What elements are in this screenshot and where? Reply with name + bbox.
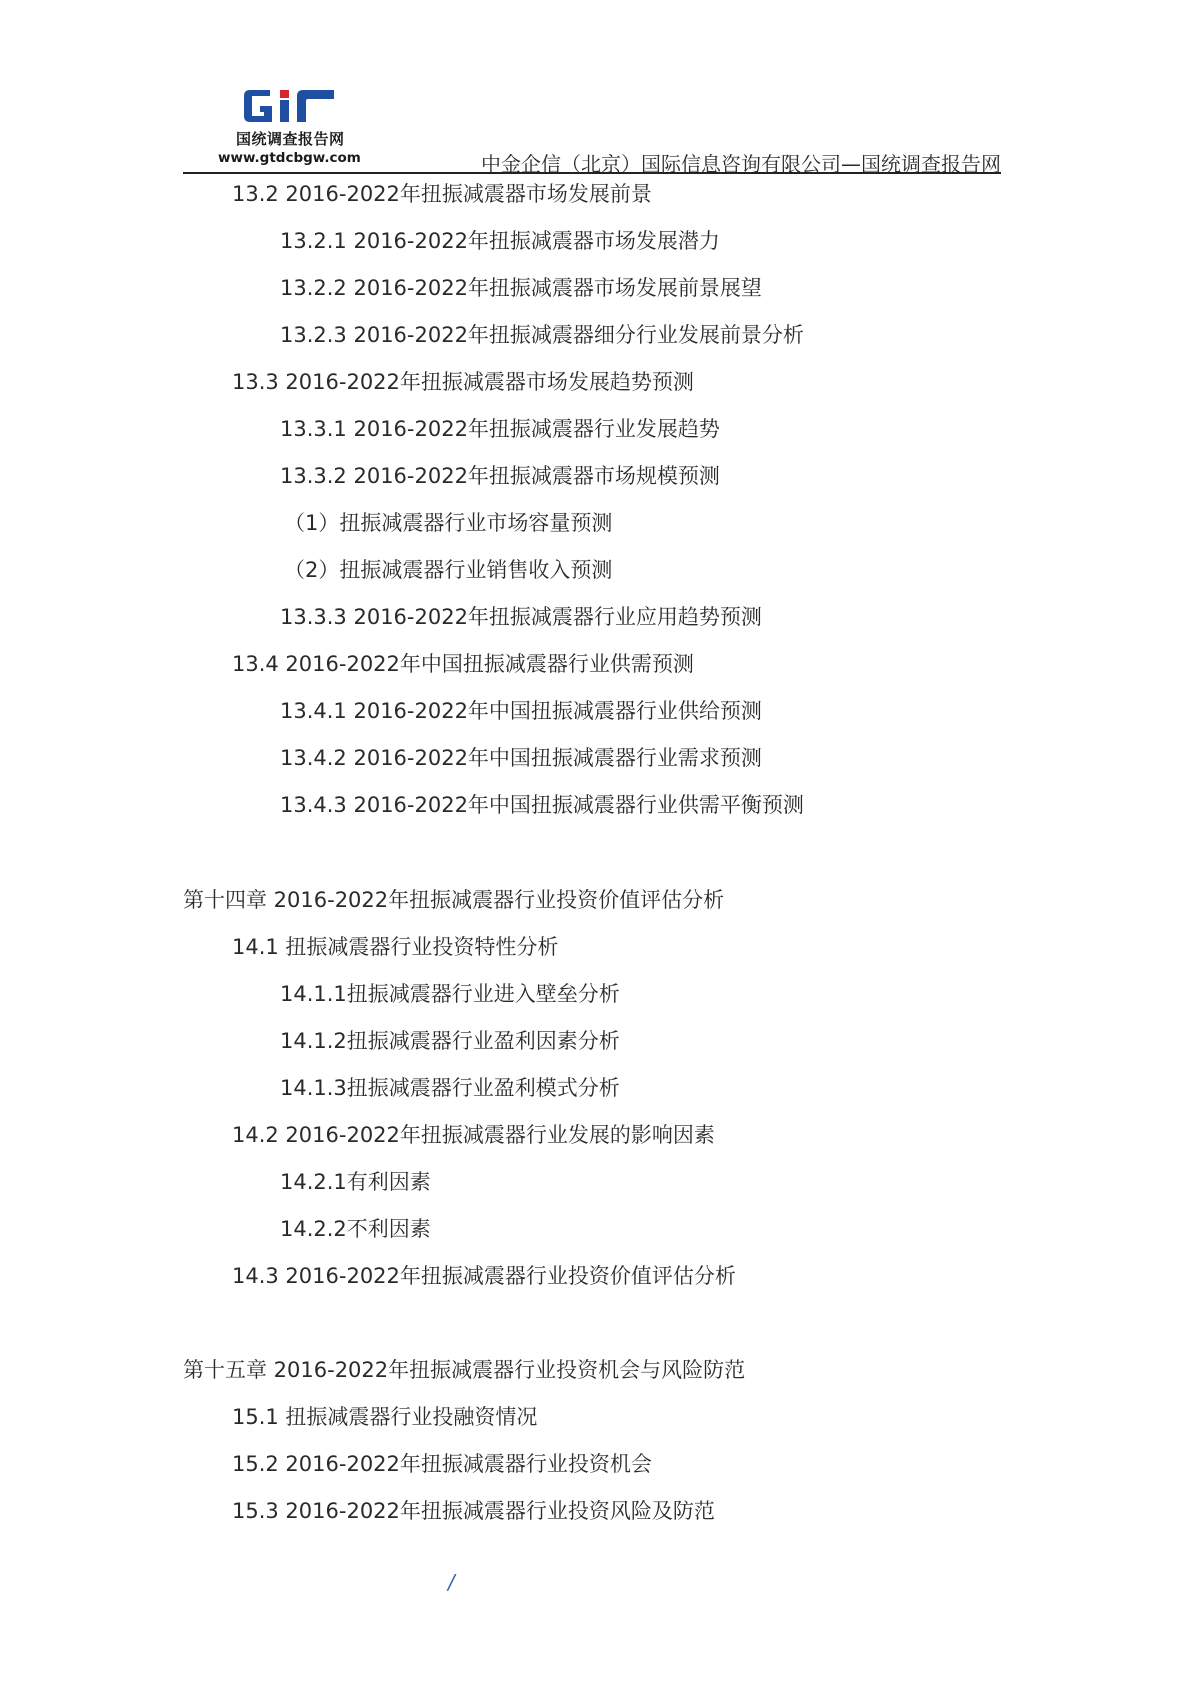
toc-entry: 13.3.3 2016-2022年扭振减震器行业应用趋势预测	[280, 605, 762, 629]
page-header	[0, 0, 1191, 175]
toc-entry: 15.3 2016-2022年扭振减震器行业投资风险及防范	[232, 1499, 715, 1523]
toc-entry: 14.1.2扭振减震器行业盈利因素分析	[280, 1029, 620, 1053]
logo-chinese-name: 国统调查报告网	[236, 130, 345, 148]
toc-entry: 14.2 2016-2022年扭振减震器行业发展的影响因素	[232, 1123, 715, 1147]
toc-entry: 14.3 2016-2022年扭振减震器行业投资价值评估分析	[232, 1264, 736, 1288]
toc-entry: 13.3.1 2016-2022年扭振减震器行业发展趋势	[280, 417, 720, 441]
toc-chapter-heading: 第十四章 2016-2022年扭振减震器行业投资价值评估分析	[183, 888, 725, 912]
company-logo	[218, 88, 372, 168]
toc-entry: 14.1.1扭振减震器行业进入壁垒分析	[280, 982, 620, 1006]
toc-entry: 13.4.3 2016-2022年中国扭振减震器行业供需平衡预测	[280, 793, 804, 817]
toc-entry: 13.4 2016-2022年中国扭振减震器行业供需预测	[232, 652, 694, 676]
toc-entry: 13.3.2 2016-2022年扭振减震器市场规模预测	[280, 464, 720, 488]
toc-entry: 15.2 2016-2022年扭振减震器行业投资机会	[232, 1452, 652, 1476]
toc-entry: （1）扭振减震器行业市场容量预测	[284, 511, 613, 535]
toc-entry: 15.1 扭振减震器行业投融资情况	[232, 1405, 538, 1429]
toc-entry: 13.2.3 2016-2022年扭振减震器细分行业发展前景分析	[280, 323, 804, 347]
gir-logo-mark	[242, 88, 357, 124]
footer-slash-mark: /	[448, 1570, 455, 1594]
toc-entry: （2）扭振减震器行业销售收入预测	[284, 558, 613, 582]
toc-entry: 14.1 扭振减震器行业投资特性分析	[232, 935, 559, 959]
toc-entry: 14.2.1有利因素	[280, 1170, 431, 1194]
logo-url: www.gtdcbgw.com	[218, 150, 361, 166]
toc-entry: 13.3 2016-2022年扭振减震器市场发展趋势预测	[232, 370, 694, 394]
company-name: 中金企信（北京）国际信息咨询有限公司—国统调查报告网	[481, 152, 1001, 176]
toc-entry: 14.2.2不利因素	[280, 1217, 431, 1241]
header-divider	[183, 172, 1001, 174]
toc-entry: 14.1.3扭振减震器行业盈利模式分析	[280, 1076, 620, 1100]
toc-entry: 13.2.2 2016-2022年扭振减震器市场发展前景展望	[280, 276, 762, 300]
toc-entry: 13.4.1 2016-2022年中国扭振减震器行业供给预测	[280, 699, 762, 723]
toc-entry: 13.2.1 2016-2022年扭振减震器市场发展潜力	[280, 229, 720, 253]
toc-chapter-heading: 第十五章 2016-2022年扭振减震器行业投资机会与风险防范	[183, 1358, 746, 1382]
toc-entry: 13.4.2 2016-2022年中国扭振减震器行业需求预测	[280, 746, 762, 770]
toc-entry: 13.2 2016-2022年扭振减震器市场发展前景	[232, 182, 652, 206]
